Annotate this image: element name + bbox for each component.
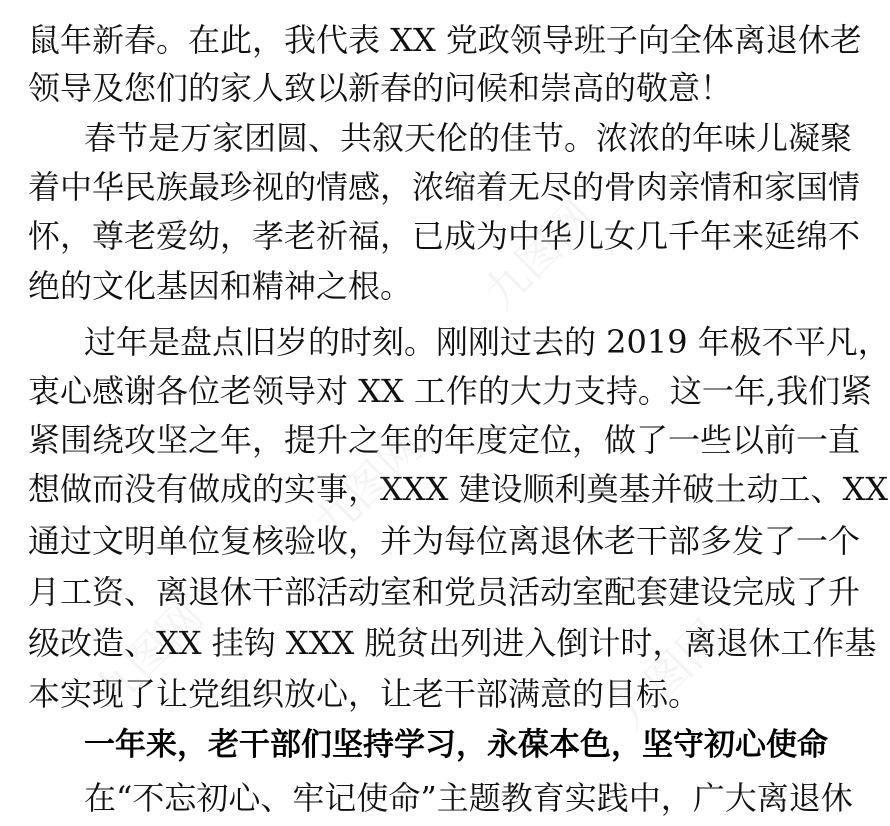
text-line: 想做而没有做成的实事，XXX 建设顺利奠基并破土动工、XX — [28, 470, 889, 508]
text-line: 着中华民族最珍视的情感，浓缩着无尽的骨肉亲情和家国情 — [28, 168, 861, 206]
watermark: 九图网 — [304, 420, 434, 550]
text-line: 衷心感谢各位老领导对 XX 工作的大力支持。这一年,我们紧 — [28, 372, 873, 410]
watermark: 九图网 — [604, 610, 734, 740]
text-line: 怀，尊老爱幼，孝老祈福，已成为中华儿女几千年来延绵不 — [28, 217, 861, 255]
watermark: 九图网 — [84, 590, 214, 720]
text-line: 绝的文化基因和精神之根。 — [28, 267, 413, 305]
text-line: 鼠年新春。在此，我代表 XX 党政领导班子向全体离退休老 — [28, 21, 862, 59]
watermark: 九图网 — [474, 190, 604, 320]
text-line: 通过文明单位复核验收，并为每位离退休老干部多发了一个 — [28, 522, 861, 560]
text-line: 领导及您们的家人致以新春的问候和崇高的敬意！ — [28, 69, 733, 107]
text-line: 春节是万家团圆、共叙天伦的佳节。浓浓的年味儿凝聚 — [84, 119, 853, 157]
text-line: 级改造、XX 挂钩 XXX 脱贫出列进入倒计时，离退休工作基 — [28, 624, 877, 662]
text-line: 本实现了让党组织放心，让老干部满意的目标。 — [28, 675, 701, 713]
text-line: 紧围绕攻坚之年，提升之年的年度定位，做了一些以前一直 — [28, 421, 861, 459]
text-line: 月工资、离退休干部活动室和党员活动室配套建设完成了升 — [28, 573, 861, 611]
text-line: 过年是盘点旧岁的时刻。刚刚过去的 2019 年极不平凡， — [84, 323, 890, 361]
section-heading: 一年来，老干部们坚持学习，永葆本色，坚守初心使命 — [84, 727, 828, 763]
text-line: 在“不忘初心、牢记使命”主题教育实践中，广大离退休 — [84, 779, 853, 817]
